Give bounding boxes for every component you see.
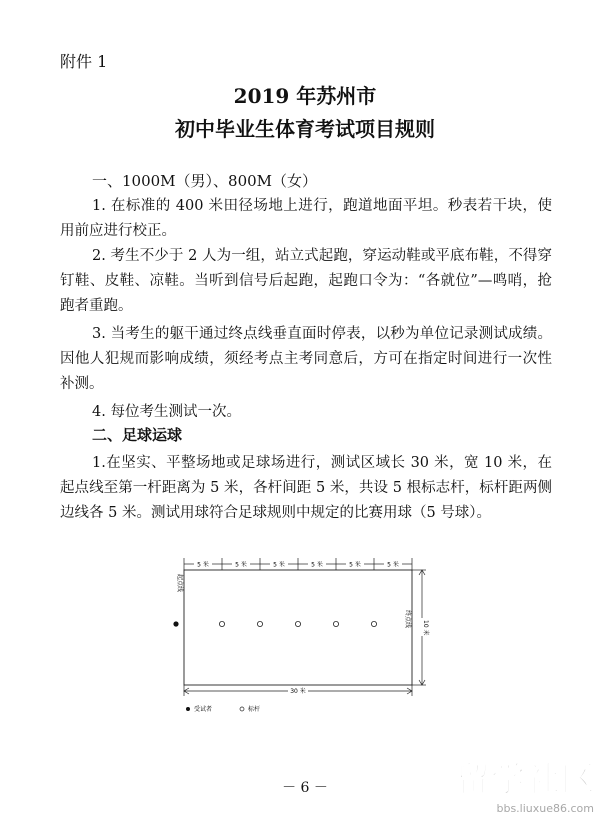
watermark-url: bbs.liuxue86.com — [496, 802, 594, 815]
legend-pole-symbol — [240, 707, 244, 711]
pole-marker — [219, 621, 224, 626]
finish-line-label: 终点线 — [404, 610, 411, 629]
running-rule-2: 2. 考生不少于 2 人为一组，站立式起跑，穿运动鞋或平底布鞋，不得穿钉鞋、皮鞋、凉鞋。当听到信号后起跑，起跑口令为：“各就位”—鸣哨，抢跑者重跑。 — [60, 248, 552, 314]
pole-marker — [295, 621, 300, 626]
page-number: － 6 － — [282, 780, 328, 796]
section-heading-dribbling: 二、足球运球 — [92, 426, 183, 444]
watermark-logo-text: 留学社区 — [456, 760, 596, 800]
legend-pole-label: 标杆 — [248, 706, 261, 713]
running-rule-1: 1. 在标准的 400 米田径场地上进行，跑道地面平坦。秒表若干块，使用前应进行校正。 — [60, 198, 552, 239]
legend-player-symbol — [186, 707, 190, 711]
pole-marker — [333, 621, 338, 626]
section-heading-running: 一、1000M（男）、800M（女） — [92, 172, 318, 190]
segment-label-3: 5 米 — [273, 561, 285, 569]
running-rule-4: 4. 每位考生测试一次。 — [92, 404, 241, 420]
segment-label-6: 5 米 — [387, 561, 399, 569]
player-marker — [173, 621, 178, 626]
attachment-label: 附件 1 — [60, 52, 108, 71]
pole-marker — [257, 621, 262, 626]
site-watermark — [440, 752, 610, 819]
segment-label-1: 5 米 — [197, 561, 209, 569]
dribbling-rule-1: 1.在坚实、平整场地或足球场进行，测试区域长 30 米，宽 10 米，在起点线至第一杆距离为 5 米，各杆间距 5 米，共设 5 根标志杆，标杆距两侧边线各 5 米。测试用球符合足球规则中规定的比赛用球（5 号球）。 — [60, 455, 552, 521]
pole-marker — [371, 621, 376, 626]
start-line-label: 起点线 — [176, 574, 183, 593]
legend-player-label: 受试者 — [194, 706, 213, 713]
running-rule-3: 3. 当考生的躯干通过终点线垂直面时停表，以秒为单位记录测试成绩。因他人犯规而影响成绩，须经考点主考同意后，方可在指定时间进行一次性补测。 — [60, 326, 552, 392]
top-dimension-line — [184, 558, 412, 570]
segment-label-4: 5 米 — [311, 561, 323, 569]
document-title-line1: 2019 年苏州市 — [233, 84, 377, 108]
segment-label-5: 5 米 — [349, 561, 361, 569]
segment-label-2: 5 米 — [235, 561, 247, 569]
dribbling-field-diagram — [160, 550, 450, 725]
document-title-line2: 初中毕业生体育考试项目规则 — [175, 117, 435, 141]
width-label: 10 米 — [422, 620, 429, 636]
length-label: 30 米 — [290, 688, 306, 695]
test-area-rectangle — [184, 570, 412, 685]
